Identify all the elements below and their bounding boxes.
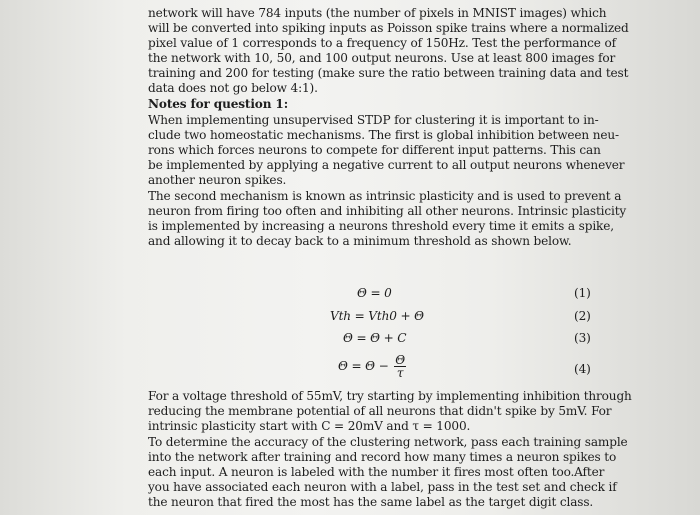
text-line: the network with 10, 50, and 100 output neurons. Use at least 800 images for [148, 51, 616, 65]
text-line: data does not go below 4:1). [148, 81, 318, 95]
text-line: each input. A neuron is labeled with the number it fires most often too.After [148, 465, 605, 479]
text-line: and allowing it to decay back to a minimum threshold as shown below. [148, 234, 572, 248]
text-line: When implementing unsupervised STDP for clustering it is important to in- [148, 113, 599, 127]
equation-number-2: (2) [574, 309, 591, 323]
equation-4 [338, 354, 406, 379]
text-line: another neuron spikes. [148, 173, 287, 187]
text-line: is implemented by increasing a neurons threshold every time it emits a spike, [148, 219, 614, 233]
text-line: network will have 784 inputs (the number of pixels in MNIST images) which [148, 6, 607, 20]
text-line: will be converted into spiking inputs as Poisson spike trains where a normalized [148, 21, 629, 35]
text-line: The second mechanism is known as intrinsic plasticity and is used to prevent a [148, 189, 622, 203]
text-line: rons which forces neurons to compete for different input patterns. This can [148, 143, 601, 157]
fraction-denominator: τ [396, 366, 404, 380]
equation-2: Vth = Vth0 + Θ [330, 309, 424, 323]
equation-number-1: (1) [574, 286, 591, 300]
notes-heading: Notes for question 1: [148, 97, 289, 111]
text-line: clude two homeostatic mechanisms. The first is global inhibition between neu- [148, 128, 619, 142]
fraction-numerator: Θ [395, 353, 406, 367]
text-line: the neuron that fired the most has the same label as the target digit class. [148, 495, 594, 509]
text-line: To determine the accuracy of the clustering network, pass each training sample [148, 435, 628, 449]
text-line: intrinsic plasticity start with C = 20mV and τ = 1000. [148, 419, 471, 433]
text-line: For a voltage threshold of 55mV, try starting by implementing inhibition through [148, 389, 632, 403]
text-line: training and 200 for testing (make sure the ratio between training data and test [148, 66, 629, 80]
equation-number-3: (3) [574, 331, 591, 345]
text-line: be implemented by applying a negative current to all output neurons whenever [148, 158, 625, 172]
equation-number-4: (4) [574, 362, 591, 376]
document-page [112, 0, 672, 515]
text-line: pixel value of 1 corresponds to a frequency of 150Hz. Test the performance of [148, 36, 616, 50]
text-line: into the network after training and record how many times a neuron spikes to [148, 450, 617, 464]
text-line: neuron from firing too often and inhibiting all other neurons. Intrinsic plasticity [148, 204, 627, 218]
equation-4-fraction [394, 354, 406, 379]
equation-3: Θ = Θ + C [343, 331, 407, 345]
text-line: you have associated each neuron with a label, pass in the test set and check if [148, 480, 617, 494]
equation-1: Θ = 0 [357, 286, 392, 300]
text-line: reducing the membrane potential of all neurons that didn't spike by 5mV. For [148, 404, 612, 418]
equation-4-prefix: Θ = Θ − [338, 359, 389, 373]
